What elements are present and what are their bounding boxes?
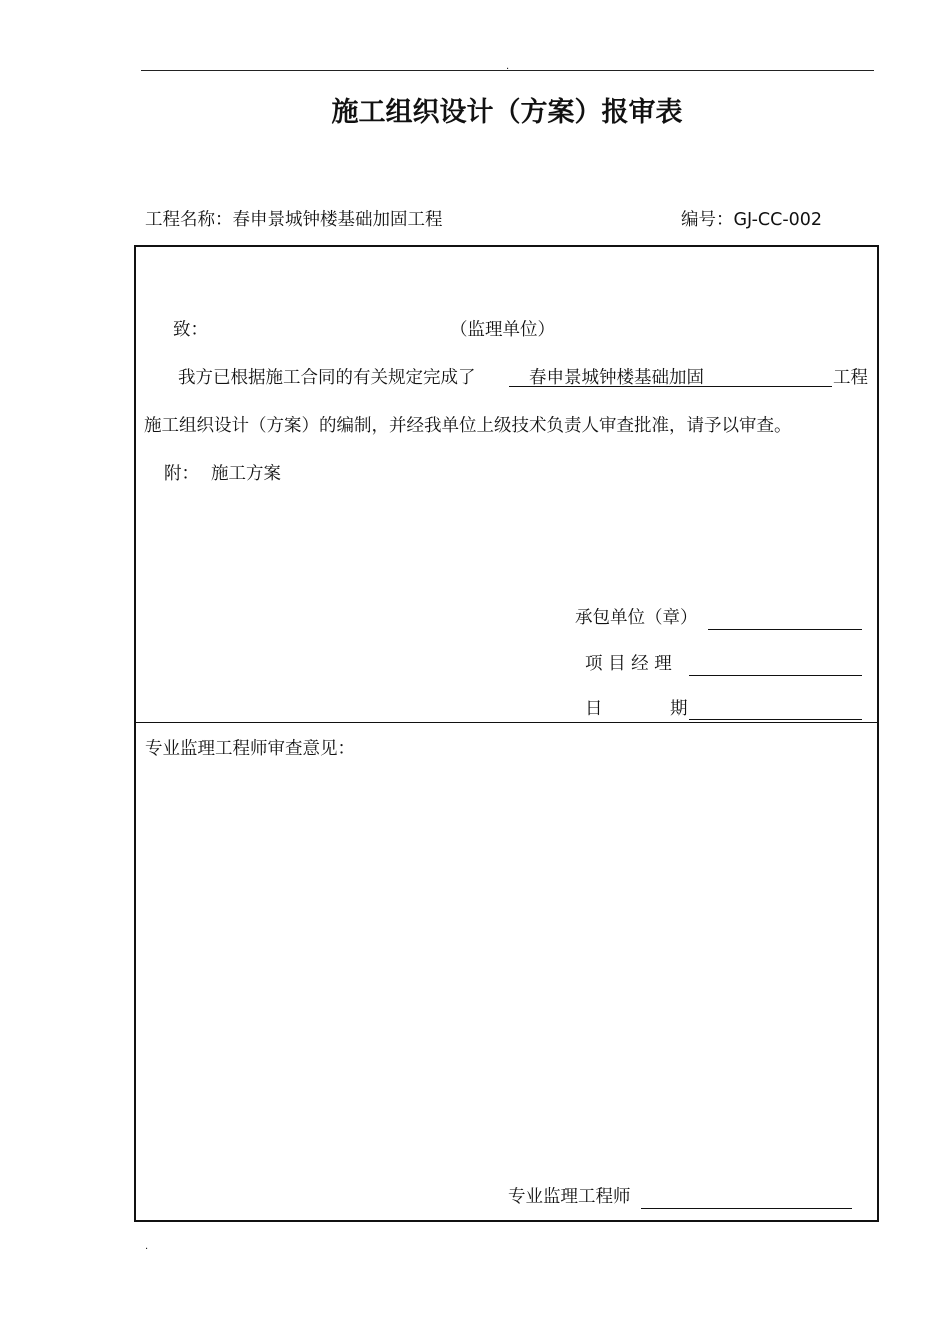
form-section-divider (134, 722, 879, 723)
date-label-2: 期 (670, 699, 688, 719)
project-fill-value: 春申景城钟楼基础加固 (529, 368, 704, 388)
manager-signature-field[interactable] (689, 654, 862, 676)
project-label: 工程名称： (145, 210, 233, 230)
page-title: 施工组织设计（方案）报审表 (331, 97, 683, 128)
statement-line2: 施工组织设计（方案）的编制，并经我单位上级技术负责人审查批准，请予以审查。 (144, 416, 792, 436)
number-value: GJ-CC-002 (733, 210, 823, 230)
date-field[interactable] (689, 698, 862, 720)
opinion-label: 专业监理工程师审查意见： (145, 739, 355, 759)
attachment-value: 施工方案 (211, 464, 281, 484)
engineer-label: 专业监理工程师 (508, 1187, 631, 1207)
date-label-1: 日 (585, 699, 603, 719)
project-fill-field[interactable] (509, 366, 832, 387)
header-rule (141, 70, 874, 71)
opinion-text-area[interactable] (145, 765, 865, 1165)
supervisor-unit-label: （监理单位） (450, 320, 555, 340)
header-dot: . (506, 61, 510, 72)
contractor-signature-field[interactable] (708, 608, 862, 630)
attachment-label: 附： (164, 464, 199, 484)
contractor-label: 承包单位（章） (575, 608, 698, 628)
manager-label: 项 目 经 理 (585, 654, 672, 674)
project-name: 春申景城钟楼基础加固工程 (232, 210, 443, 230)
document-number-line (681, 208, 822, 232)
engineer-signature-field[interactable] (641, 1187, 852, 1209)
statement-prefix: 我方已根据施工合同的有关规定完成了 (178, 368, 476, 388)
number-label: 编号： (681, 210, 734, 230)
statement-suffix: 工程 (833, 368, 868, 388)
footer-dot: . (145, 1241, 149, 1252)
project-name-line (145, 208, 443, 232)
to-label: 致： (173, 320, 208, 340)
